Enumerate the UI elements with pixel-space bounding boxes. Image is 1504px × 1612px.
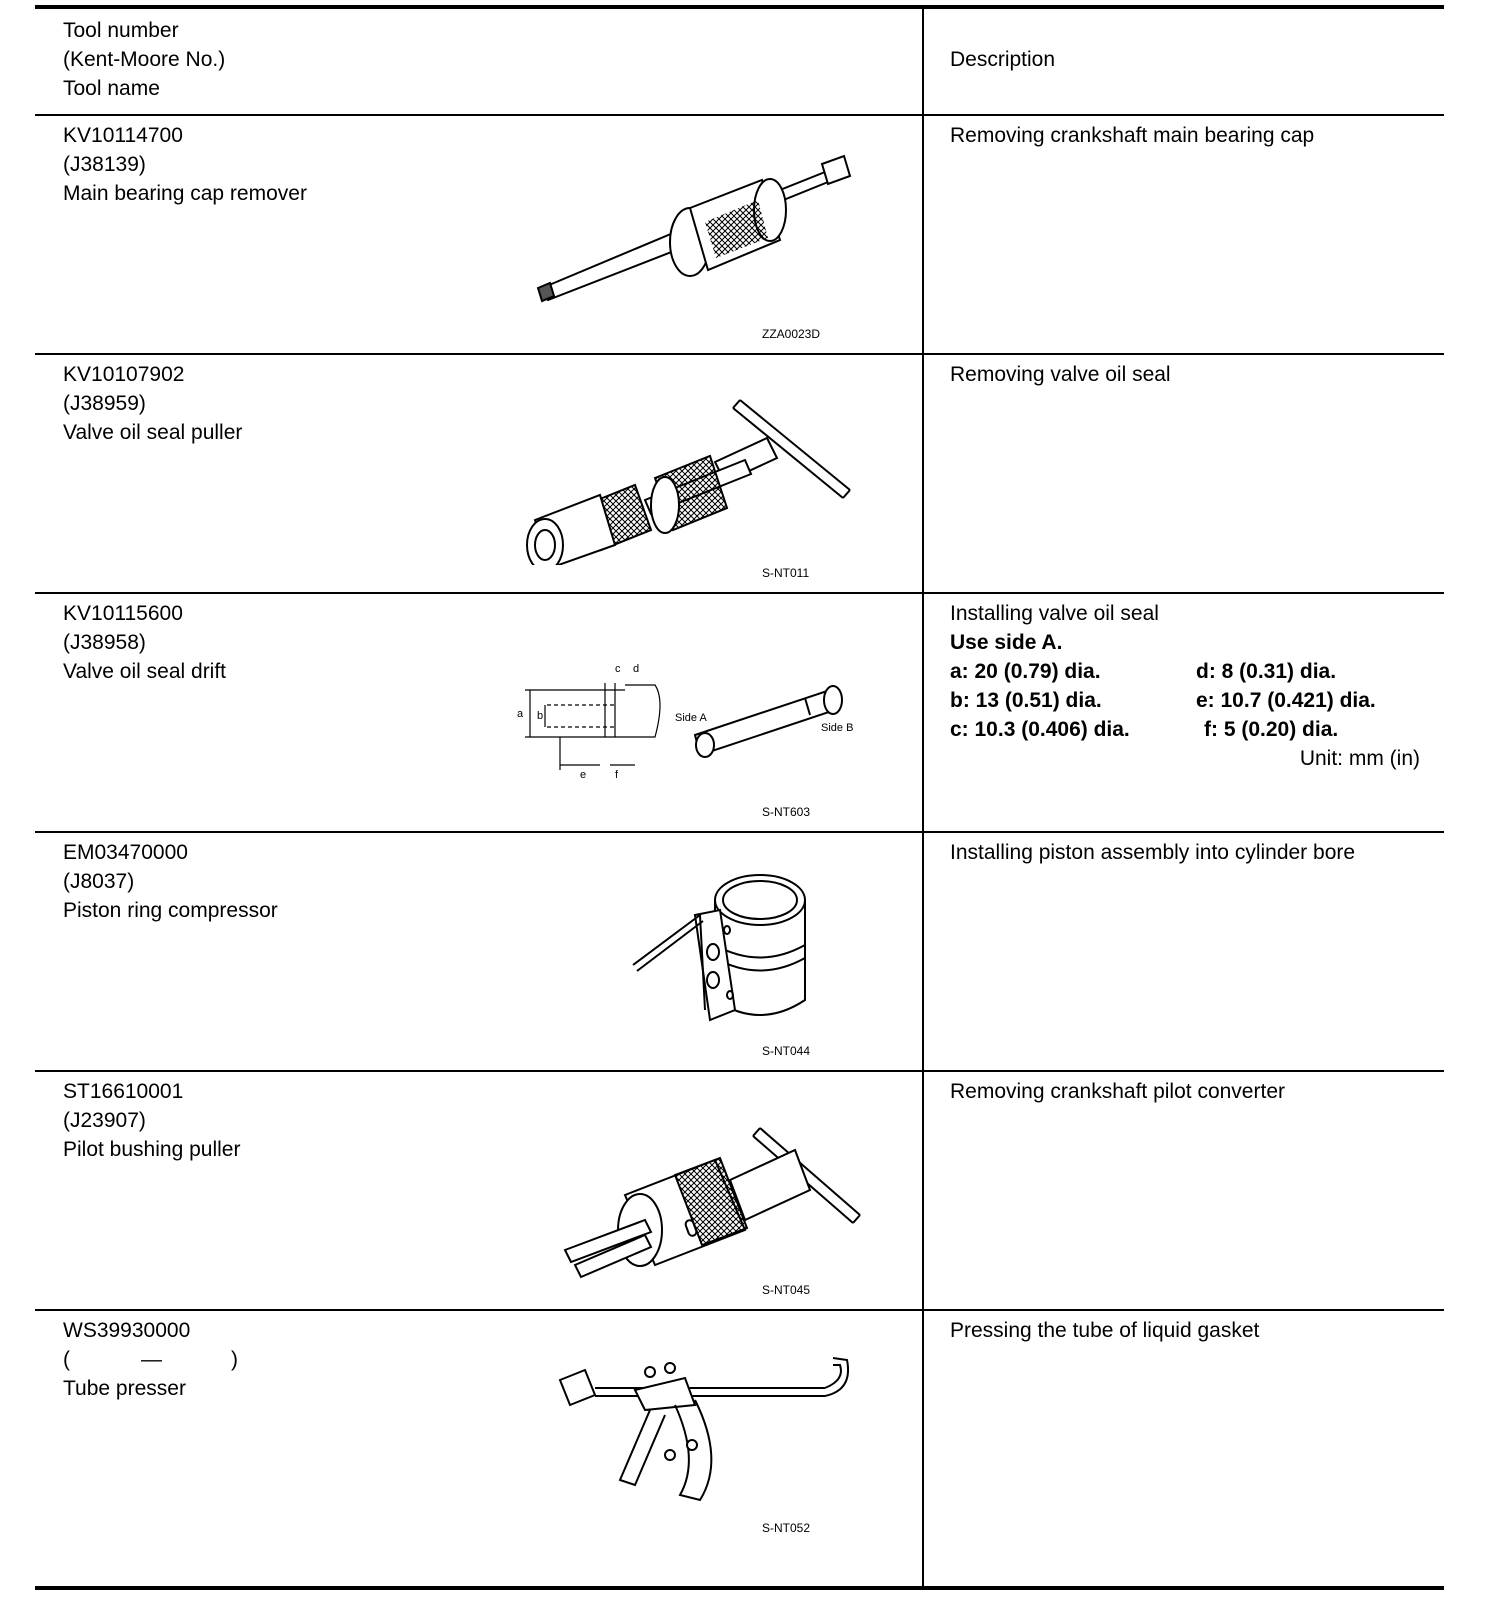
description-text: Removing crankshaft pilot converter: [950, 1080, 1285, 1103]
valve-oil-seal-drift-illustration: [505, 655, 865, 785]
column-divider: [922, 9, 924, 1586]
dim-label-a: a: [517, 708, 524, 720]
side-b-label: Side B: [821, 722, 854, 734]
row-separator: [35, 114, 1444, 116]
tool-number: WS39930000: [63, 1319, 191, 1342]
row-separator: [35, 831, 1444, 833]
spec-f: f: 5 (0.20) dia.: [1204, 718, 1339, 741]
header-kent-moore: (Kent-Moore No.): [63, 48, 226, 71]
kent-moore-dash: —: [141, 1348, 162, 1371]
tool-number: KV10115600: [63, 602, 183, 625]
dim-label-c: c: [615, 663, 621, 675]
tube-presser-illustration: [555, 1350, 855, 1510]
description-text: Installing valve oil seal: [950, 602, 1159, 625]
dim-label-d: d: [633, 663, 640, 675]
tool-number: KV10114700: [63, 124, 183, 147]
image-code: S-NT011: [762, 566, 810, 580]
image-code: S-NT044: [762, 1044, 811, 1058]
dim-label-b: b: [537, 710, 544, 722]
tool-name: Main bearing cap remover: [63, 182, 307, 205]
paren-close: ): [231, 1348, 238, 1371]
kent-moore-number: (J23907): [63, 1109, 146, 1132]
header-tool-column: [63, 16, 225, 103]
description-text: Installing piston assembly into cylinder bore: [950, 841, 1356, 864]
tool-row-3: [63, 838, 278, 925]
tool-number: EM03470000: [63, 841, 188, 864]
spec-d: d: 8 (0.31) dia.: [1196, 660, 1337, 683]
description-row-4: [950, 1077, 1285, 1106]
unit-note: Unit: mm (in): [1299, 747, 1420, 770]
tool-number: ST16610001: [63, 1080, 184, 1103]
description-text: Pressing the tube of liquid gasket: [950, 1319, 1260, 1342]
tool-name: Tube presser: [63, 1377, 186, 1400]
side-a-label: Side A: [675, 712, 707, 724]
kent-moore-number: [63, 1345, 253, 1374]
image-code: S-NT603: [762, 805, 811, 819]
description-row-1: [950, 360, 1171, 389]
spec-e: e: 10.7 (0.421) dia.: [1196, 689, 1376, 712]
tool-row-1: [63, 360, 242, 447]
row-separator: [35, 592, 1444, 594]
pilot-bushing-puller-illustration: [535, 1120, 875, 1280]
description-row-0: [950, 121, 1314, 150]
table-bottom-rule: [35, 1586, 1444, 1590]
row-separator: [35, 1309, 1444, 1311]
spec-line-3: [950, 715, 1420, 744]
kent-moore-number: (J38958): [63, 631, 146, 654]
tool-name: Pilot bushing puller: [63, 1138, 241, 1161]
description-text: Removing valve oil seal: [950, 363, 1171, 386]
kent-moore-number: (J38959): [63, 392, 146, 415]
tool-row-4: [63, 1077, 240, 1164]
table-top-rule: [35, 5, 1444, 9]
dim-label-f: f: [615, 769, 619, 781]
spec-line-2: [950, 686, 1420, 715]
header-description: [950, 45, 1055, 74]
paren-open: (: [63, 1348, 70, 1371]
image-code: ZZA0023D: [762, 327, 821, 341]
description-bold-note: Use side A.: [950, 631, 1063, 654]
spec-c: c: 10.3 (0.406) dia.: [950, 718, 1130, 741]
spec-b: b: 13 (0.51) dia.: [950, 689, 1102, 712]
header-description-label: Description: [950, 48, 1056, 71]
description-text: Removing crankshaft main bearing cap: [950, 124, 1315, 147]
description-row-3: [950, 838, 1355, 867]
tool-name: Valve oil seal drift: [63, 660, 227, 683]
spec-line-1: [950, 657, 1420, 686]
row-separator: [35, 1070, 1444, 1072]
tool-row-5: [63, 1316, 253, 1403]
piston-ring-compressor-illustration: [595, 870, 835, 1040]
tool-number: KV10107902: [63, 363, 185, 386]
tool-row-0: [63, 121, 307, 208]
image-code: S-NT045: [762, 1283, 811, 1297]
tool-name: Piston ring compressor: [63, 899, 278, 922]
description-row-5: [950, 1316, 1259, 1345]
row-separator: [35, 353, 1444, 355]
image-code: S-NT052: [762, 1521, 811, 1535]
spec-a: a: 20 (0.79) dia.: [950, 660, 1101, 683]
kent-moore-number: (J8037): [63, 870, 135, 893]
header-tool-name: Tool name: [63, 77, 160, 100]
valve-oil-seal-puller-illustration: [505, 390, 865, 565]
kent-moore-number: (J38139): [63, 153, 146, 176]
dim-label-e: e: [580, 769, 587, 781]
main-bearing-cap-remover-illustration: [530, 150, 860, 310]
tool-name: Valve oil seal puller: [63, 421, 243, 444]
tool-row-2: [63, 599, 226, 686]
description-row-2: [950, 599, 1420, 773]
header-tool-number: Tool number: [63, 19, 179, 42]
